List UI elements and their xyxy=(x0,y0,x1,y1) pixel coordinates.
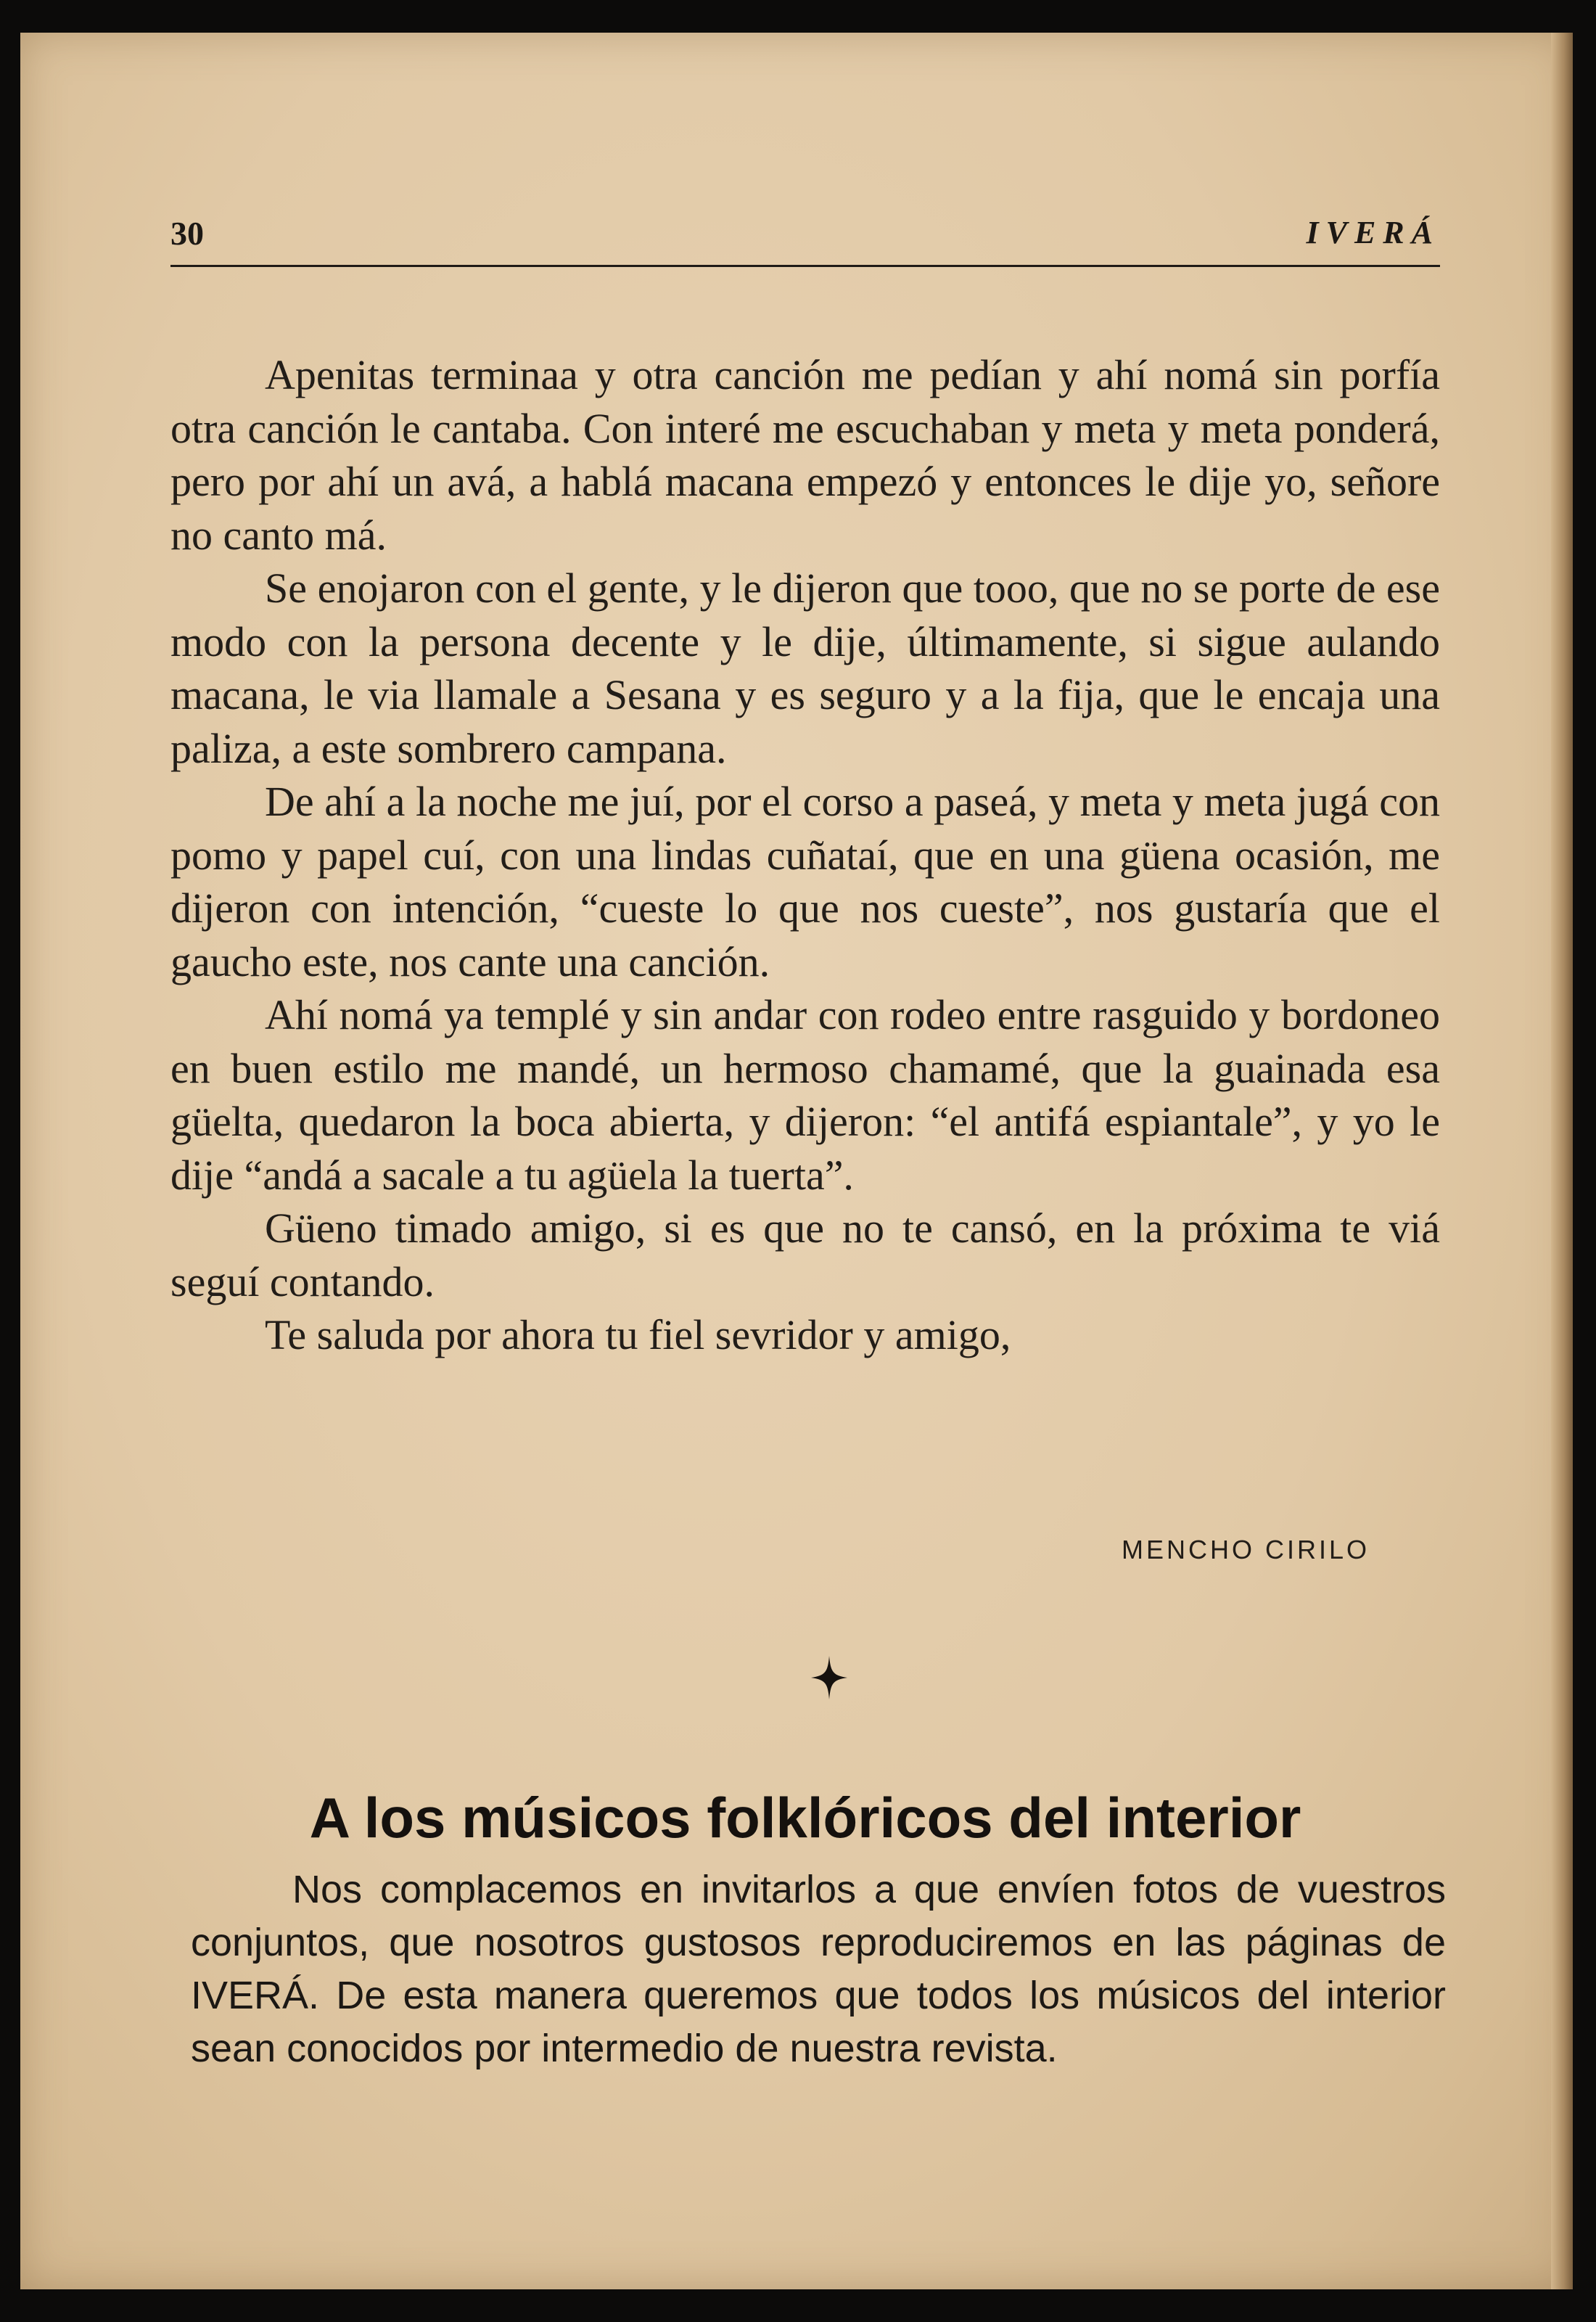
letter-paragraph: Se enojaron con el gente, y le dijeron que tooo, que no se porte de ese modo con la persona decente y le dije, últimamente, si sigue aulando macana, le via llamale a Sesana y es seguro y a la fija, que le encaja una paliza, a este sombrero campana. xyxy=(170,565,1440,772)
letter-paragraph: Apenitas terminaa y otra canción me pedían y ahí nomá sin porfía otra canción le cantaba. Con interé me escuchaban y meta y meta ponderá, pero por ahí un avá, a hablá macana empezó y entonces le dije yo, señore no canto má. xyxy=(170,351,1440,559)
magazine-page xyxy=(20,33,1573,2289)
page-number: 30 xyxy=(170,215,204,252)
letter-paragraph: Ahí nomá ya templé y sin andar con rodeo entre rasguido y bordoneo en buen estilo me mandé, un hermoso chamamé, que la guainada esa güelta, quedaron la boca abierta, y dijeron: “el antifá espiantale”, y yo le dije “andá a sacale a tu agüela la tuerta”. xyxy=(170,991,1440,1199)
page-header xyxy=(170,214,1440,267)
letter-body xyxy=(170,348,1440,1362)
running-head: IVERÁ xyxy=(1306,215,1440,250)
notice-title: A los músicos folklóricos del interior xyxy=(309,1786,1301,1850)
page-edge xyxy=(1551,33,1573,2289)
letter-paragraph: Güeno timado amigo, si es que no te cansó, en la próxima te viá seguí contando. xyxy=(170,1205,1440,1305)
letter-paragraph: Te saluda por ahora tu fiel sevridor y amigo, xyxy=(265,1311,1011,1358)
letter-signature: MENCHO CIRILO xyxy=(1121,1535,1370,1564)
letter-paragraph: De ahí a la noche me juí, por el corso a paseá, y meta y meta jugá con pomo y papel cuí, con una lindas cuñataí, que en una güena ocasión, me dijeron con intención, “cueste lo que nos cueste”, nos gustaría que el gaucho este, nos cante una canción. xyxy=(170,778,1440,985)
four-point-star-icon xyxy=(811,1656,847,1699)
notice-body: Nos complacemos en invitarlos a que envíen fotos de vuestros conjuntos, que nosotros gustosos reproduciremos en las páginas de IVERÁ. De esta manera queremos que todos los músicos del interior sean conocidos por intermedio de nuestra revista. xyxy=(191,1868,1446,2070)
